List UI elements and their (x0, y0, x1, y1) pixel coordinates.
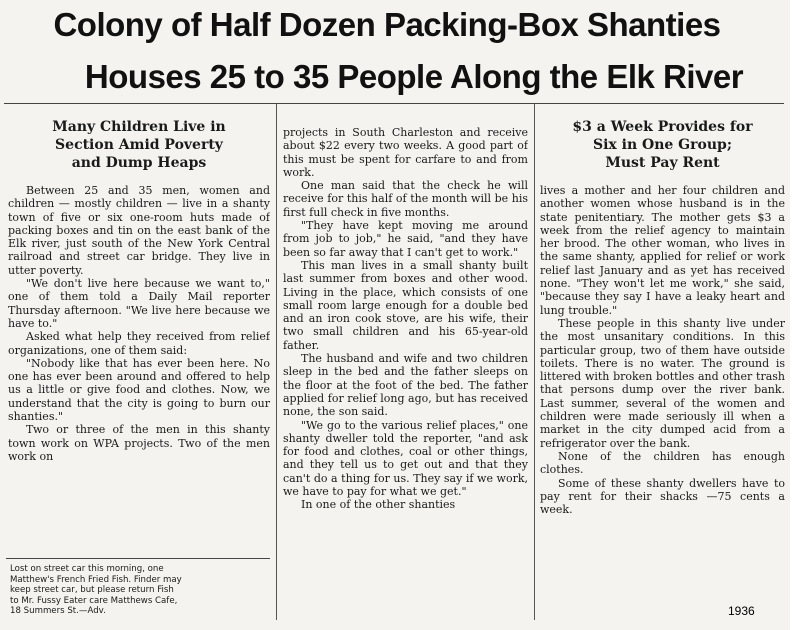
paragraph: This man lives in a small shanty built last summer from boxes and other wood. Living in the place, which consists of one small room large enough for a double bed and an iron cook stove, are his wife, their two small children and his 65-year-old father. (283, 258, 528, 352)
headline-rule (4, 103, 784, 104)
paragraph: In one of the other shanties (301, 498, 456, 512)
paragraph: Asked what help they received from relief organizations, one of them said: (8, 330, 270, 357)
headline-line-2: Houses 25 to 35 People Along the Elk River (84, 58, 744, 95)
year-label: 1936 (728, 604, 755, 618)
article-column-3 (540, 118, 785, 616)
paragraph: None of the children has enough clothes. (540, 449, 785, 477)
paragraph: "We don't live here because we want to," one of them told a Daily Mail reporter Thursday afternoon. "We live here because we have to." (8, 277, 270, 330)
column-rule-2 (534, 104, 535, 620)
paragraph: The husband and wife and two children sleep in the bed and the father sleeps on the floor at the foot of the bed. The father applied for relief long ago, but has received none, the son said. (283, 352, 528, 419)
paragraph: "They have kept moving me around from job to job," he said, "and they have been so far away that I can't get to work." (283, 219, 528, 259)
article-column-1 (8, 118, 270, 558)
column-1-subhead: Many Children Live in Section Amid Poverty and Dump Heaps (52, 119, 226, 171)
paragraph: "We go to the various relief places," one shanty dweller told the reporter, "and ask for food and clothes, coal or other things, and they tell us to get out and that they can't do a thing for us. They say if we work, we have to pay for what we get." (283, 418, 528, 499)
paragraph: One man said that the check he will receive for this half of the month will be his first full check in five months. (283, 179, 528, 219)
paragraph: Between 25 and 35 men, women and children — mostly children — live in a shanty town of five or six one-room huts made of packing boxes and tin on the east bank of the Elk river, just south of the New York Central railroad and street car bridge. They live in utter poverty. (8, 184, 270, 277)
column-rule-1 (276, 104, 277, 620)
paragraph: Some of these shanty dwellers have to pay rent for their shacks —75 cents a week. (540, 476, 785, 517)
classified-ad: Lost on street car this morning, one Matthew's French Fried Fish. Finder may keep street car, but please return Fish to Mr. Fussy Eater care Matthews Cafe, 18 Summers St.—Adv. (10, 564, 182, 617)
paragraph: These people in this shanty live under the most unsanitary conditions. In this particular group, two of them have outside toilets. There is no water. The ground is littered with broken bottles and other trash that persons dump over the river bank. Last summer, several of the women and children were made seriously ill when a market in the city dumped acid from a refrigerator over the bank. (540, 316, 785, 450)
article-column-2 (283, 126, 528, 624)
paragraph: lives a mother and her four children and another women whose husband is in the state penitentiary. The mother gets $3 a week from the relief agency to maintain her brood. The other woman, who lives in the same shanty, applied for relief or work relief last January and as yet has received none. "They won't let me work," she said, "because they say I have a leaky heart and lung trouble." (540, 184, 785, 317)
ad-rule (6, 558, 270, 559)
paragraph: projects in South Charleston and receive about $22 every two weeks. A good part of this must be spent for carfare to and from work. (283, 126, 528, 179)
headline-line-1: Colony of Half Dozen Packing-Box Shanties (53, 6, 721, 43)
column-3-subhead: $3 a Week Provides for Six in One Group; Must Pay Rent (572, 119, 753, 171)
paragraph: Two or three of the men in this shanty town work on WPA projects. Two of the men work on (8, 423, 270, 463)
paragraph: "Nobody like that has ever been here. No one has ever been around and offered to help us a little or give food and clothes. Now, we understand that the city is going to burn our shanties." (8, 356, 270, 424)
